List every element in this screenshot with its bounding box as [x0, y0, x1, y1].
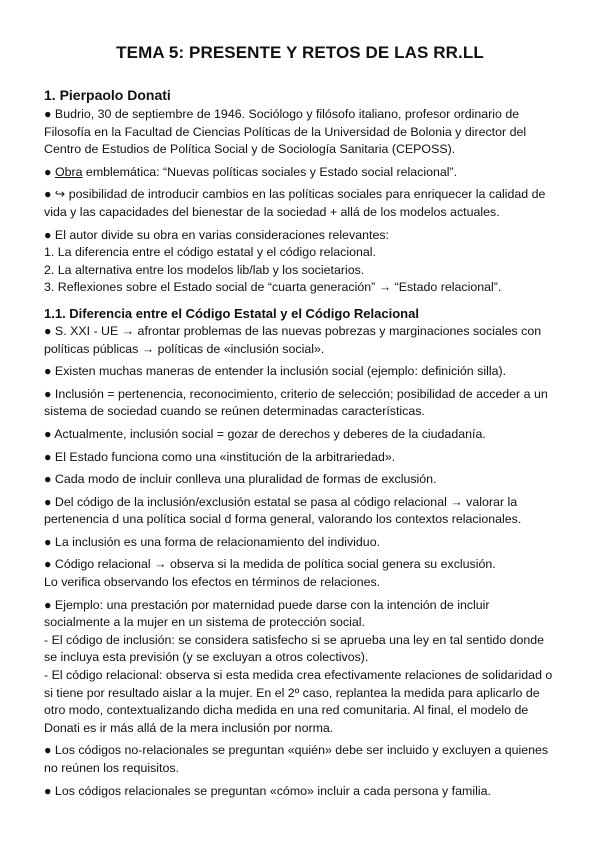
obra-paragraph [44, 164, 556, 182]
paragraph: ● Del código de la inclusión/exclusión estatal se pasa al código relacional → valorar la pertenencia d una política social d forma general, valorando los contextos relacionales. [44, 494, 522, 527]
paragraph: ● El Estado funciona como una «institución de la arbitrariedad». [44, 449, 396, 464]
paragraph: ● Actualmente, inclusión social = gozar de derechos y deberes de la ciudadanía. [44, 426, 486, 441]
list-item: 2. La alternativa entre los modelos lib/lab y los societarios. [44, 262, 365, 277]
obra-label: Obra [54, 164, 83, 179]
list-item: 1. La diferencia entre el código estatal y el código relacional. [44, 245, 377, 260]
paragraph: ● Los códigos relacionales se preguntan «cómo» incluir a cada persona y familia. [44, 783, 491, 798]
paragraph: - El código relacional: observa si esta medida crea efectivamente relaciones de solidaridad o si tiene por resultado aislar a la mujer. En el 2º caso, replantea la medida para aplicarlo de otro modo, contextualizando dicha medida en una red comunitaria. Al final, el modelo de Donati es ir más allá de la mera inclusión por norma. [44, 668, 553, 735]
paragraph: ● Cada modo de incluir conlleva una pluralidad de formas de exclusión. [44, 472, 437, 487]
posibilidad-paragraph: ● ↪ posibilidad de introducir cambios en las políticas sociales para enriquecer la calidad de vida y las capacidades del bienestar de la sociedad + allá de los modelos actuales. [44, 187, 546, 219]
obra-text: emblemática: “Nuevas políticas sociales y Estado social relacional”. [82, 164, 458, 179]
paragraph: ● Ejemplo: una prestación por maternidad puede darse con la intención de incluir socialmente a la mujer en un sistema de protección social. [44, 597, 490, 630]
list-item: 3. Reflexiones sobre el Estado social de “cuarta generación” → “Estado relacional”. [44, 280, 502, 295]
divide-intro: ● El autor divide su obra en varias consideraciones relevantes: [44, 227, 389, 242]
section-heading-codigo: 1.1. Diferencia entre el Código Estatal y el Código Relacional [44, 305, 419, 321]
paragraph: ● Inclusión = pertenencia, reconocimiento, criterio de selección; posibilidad de acceder a un sistema de sociedad cuando se reúnen determinadas características. [44, 386, 548, 419]
paragraph: ● Existen muchas maneras de entender la inclusión social (ejemplo: definición silla). [44, 364, 507, 379]
section-heading-donati: 1. Pierpaolo Donati [44, 87, 171, 103]
paragraph: ● La inclusión es una forma de relacionamiento del individuo. [44, 534, 381, 549]
document-title: TEMA 5: PRESENTE Y RETOS DE LAS RR.LL [116, 43, 484, 62]
obra-bullet: ● [44, 164, 55, 179]
bio-paragraph: ● Budrio, 30 de septiembre de 1946. Sociólogo y filósofo italiano, profesor ordinario de Filosofía en la Facultad de Ciencias Políticas de la Universidad de Bolonia y director del Centro de Estudios de Política Social y de Sociología Sanitaria (CEPOSS). [44, 107, 527, 157]
paragraph: ● S. XXI - UE → afrontar problemas de las nuevas pobrezas y marginaciones sociales con políticas públicas → políticas de «inclusión social». [44, 323, 542, 356]
paragraph: Lo verifica observando los efectos en términos de relaciones. [44, 575, 381, 590]
paragraph: ● Los códigos no-relacionales se preguntan «quién» debe ser incluido y excluyen a quienes no reúnen los requisitos. [44, 743, 549, 775]
paragraph: - El código de inclusión: se considera satisfecho si se aprueba una ley en tal sentido donde se incluya esta previsión (y se excluyan a otros colectivos). [44, 632, 545, 665]
paragraph: ● Código relacional → observa si la medida de política social genera su exclusión. [44, 557, 496, 572]
